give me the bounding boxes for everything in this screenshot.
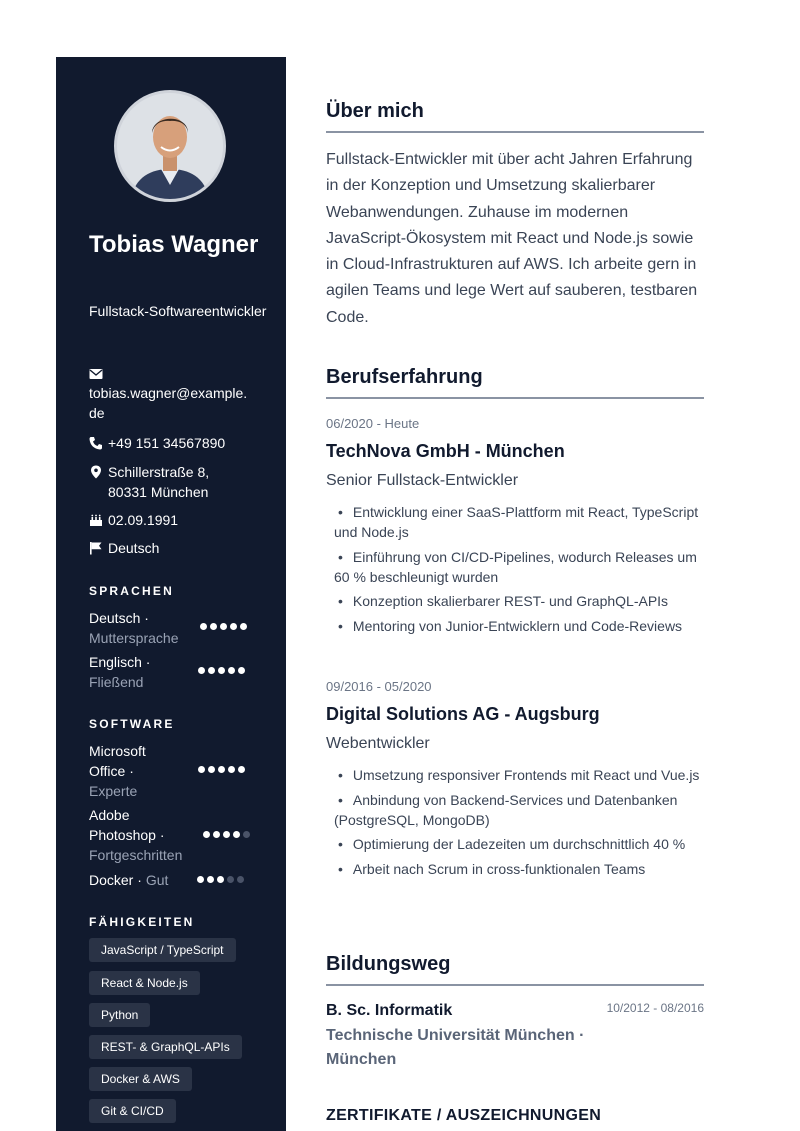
- software-level: Fortgeschritten: [89, 847, 183, 863]
- language-level: Fließend: [89, 674, 144, 690]
- job-dates: 06/2020 - Heute: [326, 416, 420, 431]
- job-bullet: • Entwicklung einer SaaS-Plattform mit React, TypeScript und Node.js: [334, 502, 704, 542]
- education-heading: Bildungsweg: [326, 953, 704, 986]
- software-name: Microsoft Office: [89, 743, 146, 779]
- job-bullet: • Umsetzung responsiver Frontends mit React und Vue.js: [334, 765, 704, 785]
- skill-tag: Docker & AWS: [89, 1067, 192, 1091]
- contact-nationality: [89, 538, 159, 558]
- software-name: Docker: [89, 872, 134, 888]
- cake-icon: [89, 513, 103, 527]
- certificates-heading: ZERTIFIKATE / AUSZEICHNUNGEN: [326, 1107, 602, 1124]
- phone-icon: [89, 436, 103, 450]
- education-dates: 10/2012 - 08/2016: [606, 1001, 704, 1015]
- about-text: Fullstack-Entwickler mit über acht Jahren Erfahrung in der Konzeption und Umsetzung skalierbarer Webanwendungen. Zuhause im modernen JavaScript-Ökosystem mit React und Node.js sowie in Cloud-Infrastrukturen auf AWS. Ich arbeite gern in agilen Teams und lege Wert auf sauberen, testbaren Code.: [326, 151, 698, 326]
- birthdate-text: 02.09.1991: [108, 512, 179, 528]
- flag-icon: [89, 541, 103, 555]
- profile-photo: [114, 90, 226, 202]
- language-name: Deutsch: [89, 610, 141, 626]
- person-photo-icon: [117, 93, 223, 199]
- languages-heading: SPRACHEN: [89, 584, 174, 598]
- candidate-title: Fullstack-Softwareentwickler: [89, 303, 267, 319]
- software-rating: [198, 766, 245, 773]
- skill-tag: Git & CI/CD: [89, 1099, 176, 1123]
- job-bullet: • Einführung von CI/CD-Pipelines, wodurch Releases um 60 % beschleunigt wurden: [334, 547, 704, 587]
- language-item: Deutsch · Muttersprache: [89, 608, 269, 648]
- map-pin-icon: [89, 465, 103, 479]
- software-item: Microsoft Office · Experte: [89, 741, 269, 801]
- email-text: tobias.wagner@example.de: [89, 385, 248, 421]
- about-heading: Über mich: [326, 100, 704, 133]
- skill-tag: JavaScript / TypeScript: [89, 938, 236, 962]
- software-level: Experte: [89, 783, 138, 799]
- job-bullets: [334, 765, 704, 883]
- software-heading: SOFTWARE: [89, 717, 175, 731]
- education-degree: B. Sc. Informatik: [326, 1002, 453, 1019]
- education-school: Technische Universität München · München: [326, 1027, 585, 1068]
- software-item: Adobe Photoshop · Fortgeschritten: [89, 805, 269, 865]
- skill-tag: REST- & GraphQL-APIs: [89, 1035, 242, 1059]
- contact-address: [89, 462, 229, 502]
- envelope-icon: [89, 367, 103, 381]
- language-rating: [200, 623, 247, 630]
- language-level: Muttersprache: [89, 630, 179, 646]
- software-level: Gut: [145, 872, 169, 888]
- job-company: Digital Solutions AG - Augsburg: [326, 704, 600, 724]
- experience-heading: Berufserfahrung: [326, 366, 704, 399]
- job-position: Senior Fullstack-Entwickler: [326, 472, 519, 489]
- contact-email[interactable]: [89, 367, 249, 423]
- job-bullets: [334, 502, 704, 640]
- skill-tag: React & Node.js: [89, 971, 200, 995]
- skills-heading: FÄHIGKEITEN: [89, 915, 195, 929]
- software-name: Adobe Photoshop: [89, 807, 156, 843]
- language-rating: [198, 667, 245, 674]
- candidate-name: Tobias Wagner: [89, 231, 259, 258]
- nationality-text: Deutsch: [108, 540, 160, 556]
- contact-phone[interactable]: [89, 433, 225, 453]
- job-position: Webentwickler: [326, 735, 430, 752]
- language-name: Englisch: [89, 654, 142, 670]
- language-item: Englisch · Fließend: [89, 652, 269, 692]
- job-company: TechNova GmbH - München: [326, 441, 565, 461]
- address-text: Schillerstraße 8, 80331 München: [108, 464, 210, 500]
- job-dates: 09/2016 - 05/2020: [326, 679, 432, 694]
- software-item: Docker · Gut: [89, 870, 269, 890]
- job-bullet: • Anbindung von Backend-Services und Datenbanken (PostgreSQL, MongoDB): [334, 790, 704, 830]
- job-bullet: • Mentoring von Junior-Entwicklern und Code-Reviews: [334, 616, 704, 636]
- software-rating: [197, 876, 244, 883]
- job-bullet: • Arbeit nach Scrum in cross-funktionalen Teams: [334, 859, 704, 879]
- phone-text: +49 151 34567890: [108, 435, 226, 451]
- job-bullet: • Optimierung der Ladezeiten um durchschnittlich 40 %: [334, 834, 704, 854]
- software-rating: [203, 831, 250, 838]
- sidebar: [56, 57, 286, 1131]
- contact-birthdate: [89, 510, 178, 530]
- skill-tag: Python: [89, 1003, 150, 1027]
- job-bullet: • Konzeption skalierbarer REST- und GraphQL-APIs: [334, 591, 704, 611]
